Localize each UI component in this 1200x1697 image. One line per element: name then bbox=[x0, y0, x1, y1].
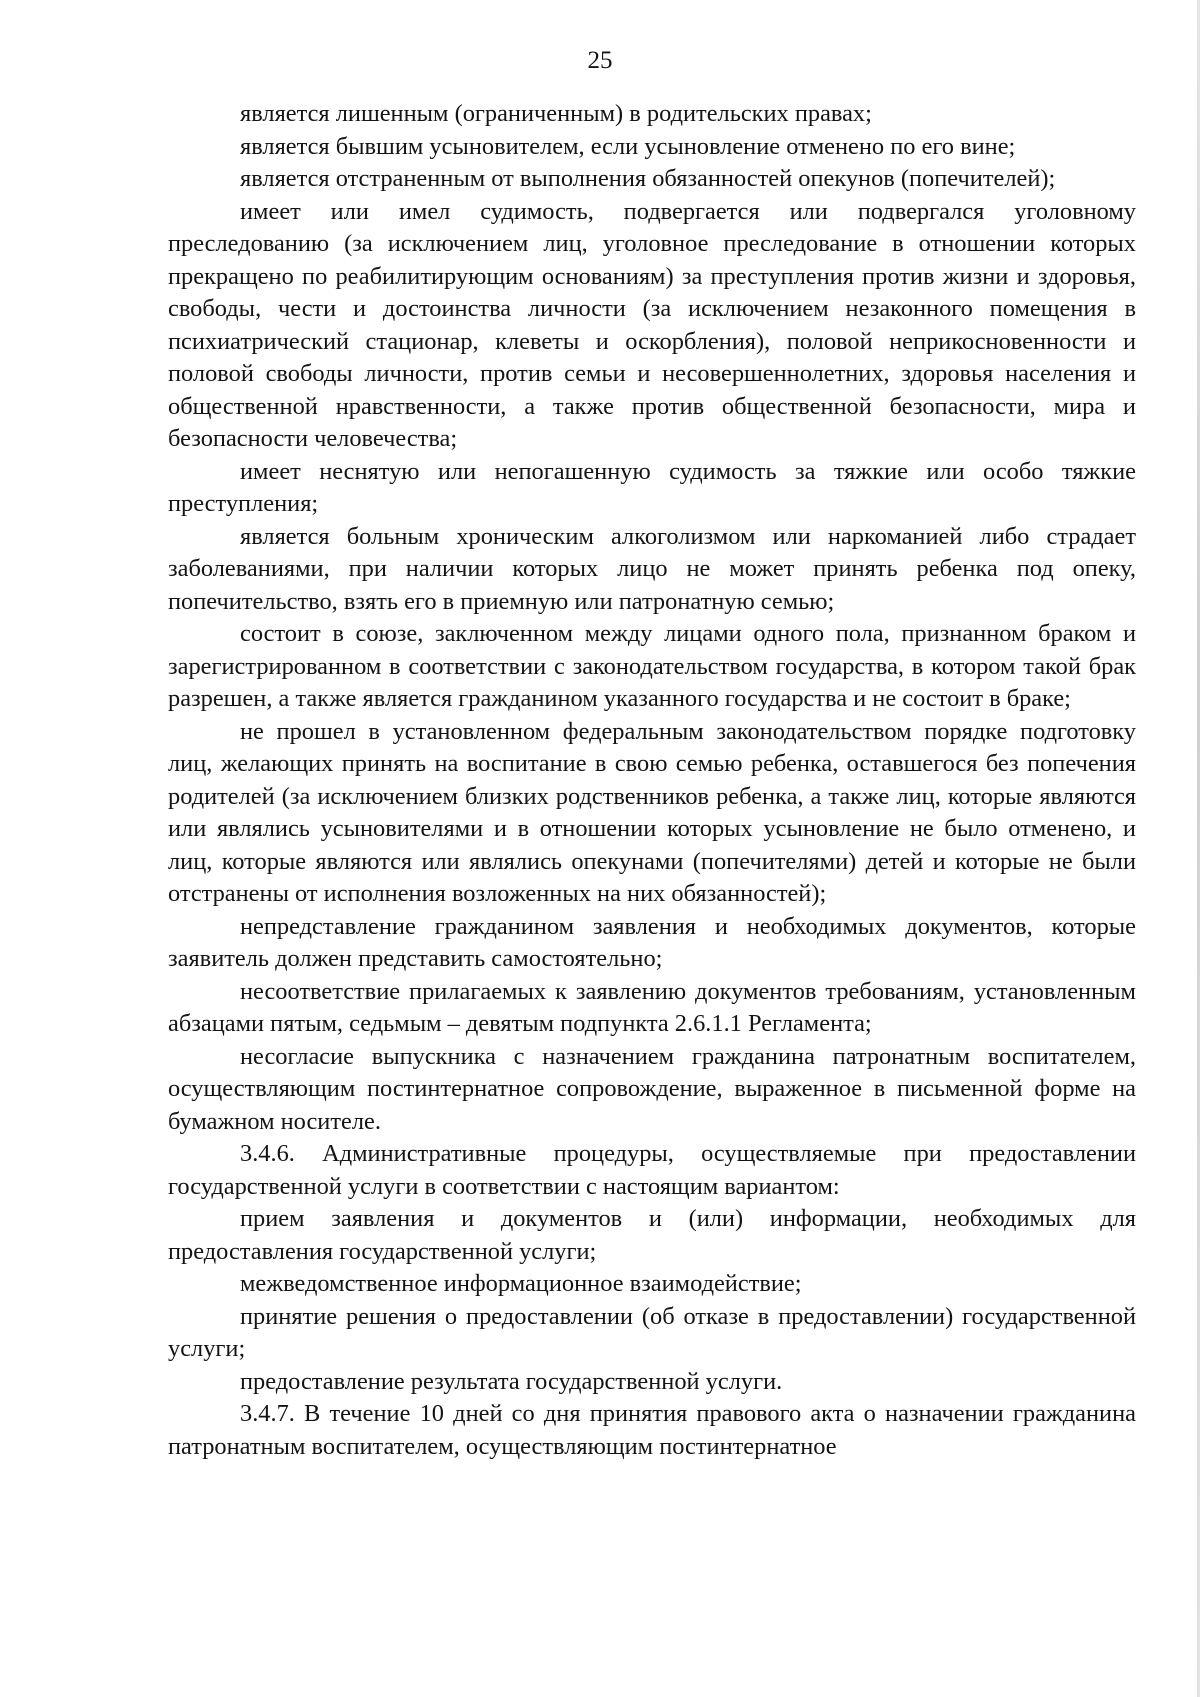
paragraph: несоответствие прилагаемых к заявлению документов требованиям, установленным абзацами пятым, седьмым – девятым подпункта 2.6.1.1 Регламента; bbox=[168, 977, 1136, 1037]
paragraph: межведомственное информационное взаимодействие; bbox=[240, 1270, 802, 1297]
paragraph: имеет или имел судимость, подвергается или подвергался уголовному преследованию (за исключением лиц, уголовное преследование в отношении которых прекращено по реабилитирующим основаниям) за преступления против жизни и здоровья, свободы, чести и достоинства личности (за исключением незаконного помещения в психиатрический стационар, клеветы и оскорбления), половой неприкосновенности и половой свободы личности, против семьи и несовершеннолетних, здоровья населения и общественной нравственности, а также против общественной безопасности, мира и безопасности человечества; bbox=[168, 197, 1136, 452]
page-number: 25 bbox=[587, 47, 613, 74]
paragraph: 3.4.6. Административные процедуры, осуществляемые при предоставлении государственной услуги в соответствии с настоящим вариантом: bbox=[168, 1140, 1136, 1200]
paragraph: является больным хроническим алкоголизмом или наркоманией либо страдает заболеваниями, при наличии которых лицо не может принять ребенка под опеку, попечительство, взять его в приемную или патронатную семью; bbox=[168, 522, 1136, 615]
paragraph: состоит в союзе, заключенном между лицами одного пола, признанном браком и зарегистрированном в соответствии с законодательством государства, в котором такой брак разрешен, а также является гражданином указанного государства и не состоит в браке; bbox=[168, 620, 1136, 712]
document-body bbox=[168, 98, 1136, 1463]
paragraph: является бывшим усыновителем, если усыновление отменено по его вине; bbox=[240, 132, 1016, 160]
paragraph: несогласие выпускника с назначением гражданина патронатным воспитателем, осуществляющим постинтернатное сопровождение, выраженное в письменной форме на бумажном носителе. bbox=[168, 1042, 1136, 1135]
paragraph: предоставление результата государственной услуги. bbox=[240, 1367, 783, 1395]
paragraph: является лишенным (ограниченным) в родительских правах; bbox=[240, 100, 872, 127]
paragraph: является отстраненным от выполнения обязанностей опекунов (попечителей); bbox=[240, 165, 1056, 192]
paragraph: принятие решения о предоставлении (об отказе в предоставлении) государственной услуги; bbox=[168, 1302, 1136, 1362]
paragraph: имеет неснятую или непогашенную судимость за тяжкие или особо тяжкие преступления; bbox=[168, 457, 1136, 517]
paragraph: не прошел в установленном федеральным законодательством порядке подготовку лиц, желающих принять на воспитание в свою семью ребенка, оставшегося без попечения родителей (за исключением близких родственников ребенка, а также лиц, которые являются или являлись усыновителями и в отношении которых усыновление не было отменено, и лиц, которые являются или являлись опекунами (попечителями) детей и которые не были отстранены от исполнения возложенных на них обязанностей); bbox=[168, 717, 1136, 907]
paragraph: непредставление гражданином заявления и необходимых документов, которые заявитель должен представить самостоятельно; bbox=[168, 912, 1136, 972]
paragraph: прием заявления и документов и (или) информации, необходимых для предоставления государственной услуги; bbox=[168, 1205, 1136, 1265]
paragraph: 3.4.7. В течение 10 дней со дня принятия правового акта о назначении гражданина патронатным воспитателем, осуществляющим постинтернатное bbox=[168, 1400, 1136, 1460]
